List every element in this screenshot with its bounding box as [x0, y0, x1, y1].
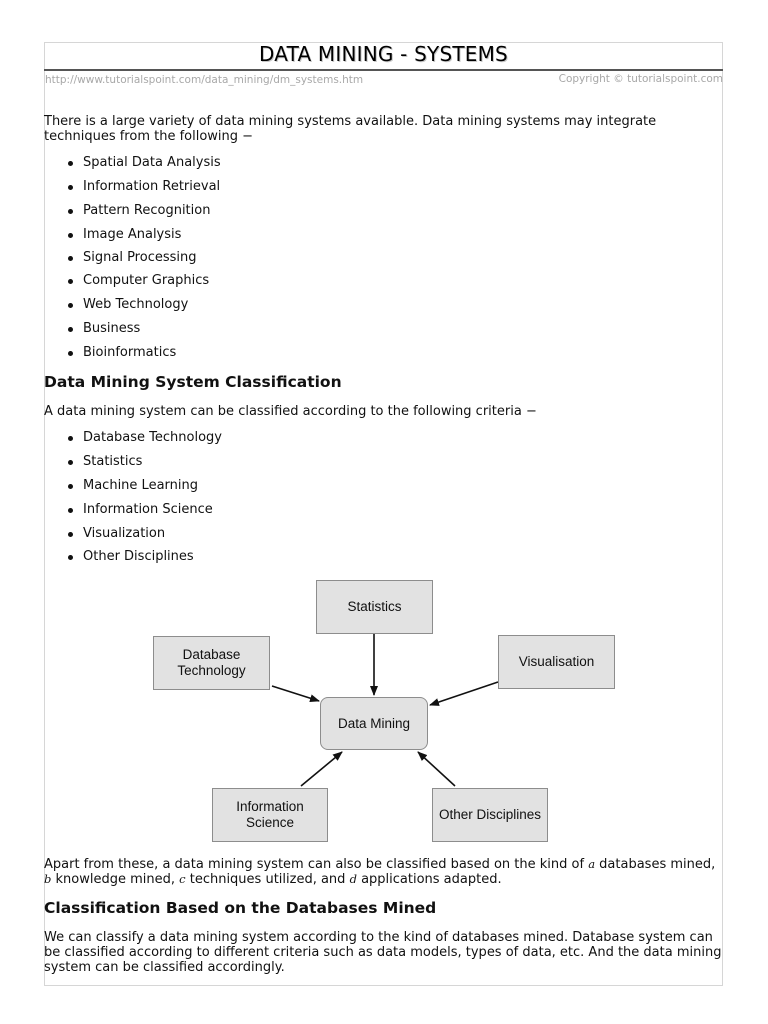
bullet-icon [68, 185, 73, 190]
bullet-icon [68, 233, 73, 238]
list-item: Pattern Recognition [83, 203, 210, 219]
classification-intro: A data mining system can be classified according to the following criteria − [44, 404, 537, 419]
databases-paragraph: We can classify a data mining system according to the kind of databases mined. Database system can be classified according to different criteria such as data models, types of data, etc. And the data mining system can be classified accordingly. [44, 930, 722, 975]
node-visualisation: Visualisation [498, 635, 615, 689]
bullet-icon [68, 484, 73, 489]
arrow-other [418, 752, 455, 786]
bullet-icon [68, 436, 73, 441]
list-item: Web Technology [83, 297, 188, 313]
source-url[interactable]: http://www.tutorialspoint.com/data_mining/dm_systems.htm [45, 74, 364, 86]
node-data-mining: Data Mining [320, 697, 428, 750]
list-item: Machine Learning [83, 478, 198, 494]
list-item: Information Retrieval [83, 179, 220, 195]
list-item: Bioinformatics [83, 345, 176, 361]
apart-paragraph: Apart from these, a data mining system can also be classified based on the kind of a databases mined, b knowledge mined, c techniques utilized, and d applications adapted. [44, 857, 716, 887]
bullet-icon [68, 351, 73, 356]
arrow-information [301, 752, 342, 786]
copyright-notice: Copyright © tutorialspoint.com [558, 73, 723, 85]
bullet-icon [68, 555, 73, 560]
classification-diagram [140, 574, 630, 854]
bullet-icon [68, 279, 73, 284]
list-item: Database Technology [83, 430, 222, 446]
intro-paragraph: There is a large variety of data mining systems available. Data mining systems may integrate techniques from the following − [44, 114, 657, 144]
bullet-icon [68, 256, 73, 261]
list-item: Image Analysis [83, 227, 181, 243]
list-item: Information Science [83, 502, 213, 518]
arrow-database [272, 686, 319, 701]
bullet-icon [68, 161, 73, 166]
page-title: DATA MINING - SYSTEMS [259, 42, 508, 66]
bullet-icon [68, 460, 73, 465]
list-item: Signal Processing [83, 250, 196, 266]
list-item: Statistics [83, 454, 142, 470]
node-statistics: Statistics [316, 580, 433, 634]
list-item: Business [83, 321, 140, 337]
list-item: Visualization [83, 526, 165, 542]
section-heading-classification: Data Mining System Classification [44, 373, 342, 391]
list-item: Spatial Data Analysis [83, 155, 221, 171]
bullet-icon [68, 303, 73, 308]
bullet-icon [68, 532, 73, 537]
list-item: Other Disciplines [83, 549, 194, 565]
bullet-icon [68, 508, 73, 513]
section-heading-databases: Classification Based on the Databases Mined [44, 899, 437, 917]
bullet-icon [68, 327, 73, 332]
node-information-science: Information Science [212, 788, 328, 842]
node-database-technology: Database Technology [153, 636, 270, 690]
title-divider [44, 69, 723, 71]
list-item: Computer Graphics [83, 273, 209, 289]
arrow-visualisation [430, 682, 498, 705]
bullet-icon [68, 209, 73, 214]
node-other-disciplines: Other Disciplines [432, 788, 548, 842]
